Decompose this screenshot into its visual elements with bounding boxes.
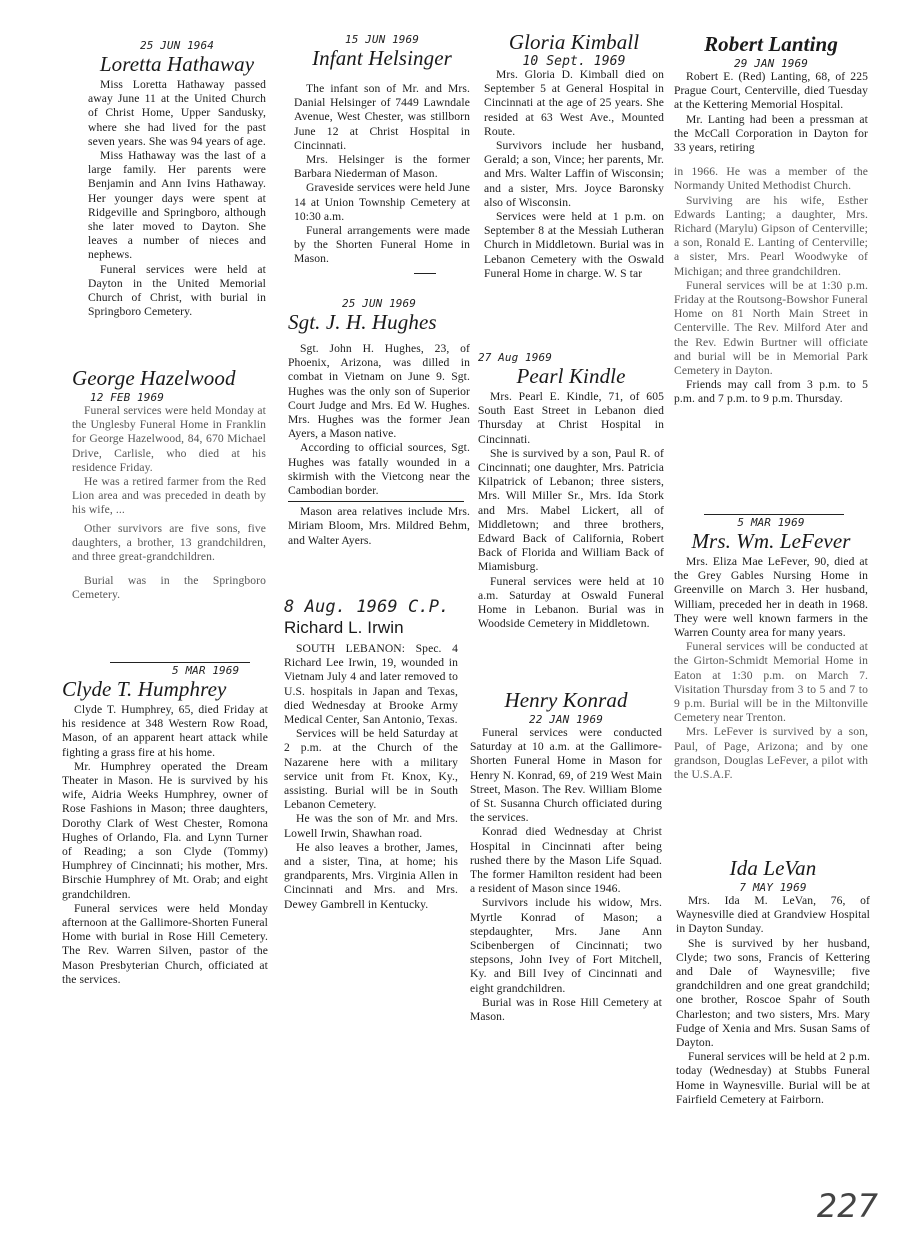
obituary-paragraph: Surviving are his wife, Esther Edwards Lanting; a daughter, Mrs. Richard (Marylu) Gipson of Centerville; a son, Ronald E. Lanting of Centerville; a sister, Mrs. Pearl Woodwyke of Michigan; and three grandchildren. (674, 193, 868, 278)
obituary-paragraph: Mason area relatives include Mrs. Miriam Bloom, Mrs. Mildred Behm, and Walter Ayers. (288, 505, 470, 547)
obituary-paragraph: Graveside services were held June 14 at Union Township Cemetery at 10:30 a.m. (294, 181, 470, 223)
obituary-name: Gloria Kimball (508, 30, 640, 54)
obituary-name: Sgt. J. H. Hughes (288, 310, 437, 334)
handwritten-date: 7 MAY 1969 (739, 881, 807, 894)
obituary-paragraph: Burial was in the Springboro Cemetery. (72, 574, 266, 602)
obituary-paragraph: He was a retired farmer from the Red Lion area and was preceded in death by his wife, ... (72, 475, 266, 517)
obituary-pearl-kindle (478, 352, 664, 631)
obituary-gloria-kimball (484, 30, 664, 281)
handwritten-date: 10 Sept. 1969 (522, 54, 626, 69)
obituary-paragraph: Mrs. LeFever is survived by a son, Paul, of Page, Arizona; and by one grandson, Douglas LeFever, a pilot with the U.S.A.F. (674, 725, 868, 782)
divider (414, 273, 436, 274)
obituary-paragraph: SOUTH LEBANON: Spec. 4 Richard Lee Irwin, 19, wounded in Vietnam July 4 and later removed to U.S. hospitals in Japan and Texas, died Wednesday at Brooke Army Medical Center, San Antonio, Texas. (284, 642, 458, 727)
obituary-paragraph: Funeral services will be conducted at the Girton-Schmidt Memorial Home in Eaton at 1:30 p.m. on March 7. Visitation Thursday from 3 to 5 and 7 to 9 p.m. Burial will be in the Miltonville Cemetery near Trenton. (674, 640, 868, 725)
obituary-paragraph: Robert E. (Red) Lanting, 68, of 225 Prague Court, Centerville, died Tuesday at the Kettering Memorial Hospital. (674, 70, 868, 112)
obituary-name: Richard L. Irwin (284, 618, 404, 637)
obituary-paragraph: He also leaves a brother, James, and a sister, Tina, at home; his grandparents, Mrs. Virginia Allen in Cincinnati and Mrs. and Mrs. Dewey Gambrell in Kentucky. (284, 840, 458, 911)
obituary-richard-irwin (284, 598, 458, 912)
handwritten-date: 15 JUN 1969 (345, 33, 419, 46)
divider (704, 514, 844, 515)
obituary-paragraph: He was the son of Mr. and Mrs. Lowell Irwin, Shawhan road. (284, 812, 458, 840)
obituary-paragraph: Funeral services were held Monday afternoon at the Gallimore-Shorten Funeral Home with burial in Rose Hill Cemetery. The Rev. Warren Silven, pastor of the Mason Presbyterian Church, officiated at the services. (62, 901, 268, 986)
obituary-paragraph: According to official sources, Sgt. Hughes was fatally wounded in a skirmish with the Vietcong near the Cambodian border. (288, 441, 470, 498)
obituary-paragraph: Funeral services were held at 10 a.m. Saturday at Oswald Funeral Home in Lebanon. Burial was in Woodside Cemetery in Middletown. (478, 574, 664, 631)
obituary-paragraph: Services will be held Saturday at 2 p.m. at the Church of the Nazarene here with a military service unit from Ft. Knox, Ky., assisting. Burial will be in South Lebanon Cemetery. (284, 727, 458, 812)
handwritten-date: 5 MAR 1969 (172, 664, 240, 677)
obituary-name: Robert Lanting (704, 32, 838, 56)
obituary-paragraph: in 1966. He was a member of the Normandy United Methodist Church. (674, 165, 868, 193)
obituary-name: Pearl Kindle (516, 364, 626, 388)
obituary-name: George Hazelwood (72, 366, 236, 390)
obituary-infant-helsinger (294, 34, 470, 274)
obituary-paragraph: Sgt. John H. Hughes, 23, of Phoenix, Arizona, was dilled in combat in Vietnam on June 9. Sgt. Hughes was the only son of Superior Court Judge and Mrs. Ed W. Hughes. Mrs. Hughes was the former Jean Ayers, a Mason native. (288, 342, 470, 441)
divider (110, 662, 250, 663)
obituary-mrs-wm-lefever (674, 512, 868, 782)
handwritten-date: 5 MAR 1969 (737, 516, 805, 529)
obituary-paragraph: Funeral arrangements were made by the Shorten Funeral Home in Mason. (294, 224, 470, 266)
page-number: 227 (816, 1187, 878, 1225)
obituary-paragraph: Funeral services will be held at 2 p.m. today (Wednesday) at Stubbs Funeral Home in Waynesville. Burial will be at Fairfield Cemetery at Fairborn. (676, 1050, 870, 1106)
handwritten-date: 29 JAN 1969 (734, 57, 808, 70)
handwritten-date: 27 Aug 1969 (478, 351, 552, 364)
obituary-paragraph: Mr. Lanting had been a pressman at the McCall Corporation in Dayton for 33 years, retiring (674, 112, 868, 155)
obituary-paragraph: Services were held at 1 p.m. on September 8 at the Messiah Lutheran Church in Middletown. Burial was in Lebanon Cemetery with the Oswald Funeral Home in charge. W. S tar (484, 210, 664, 280)
obituary-paragraph: Survivors include his widow, Mrs. Myrtle Konrad of Mason; a stepdaughter, Mrs. Jane Ann Scibenbergen of Cincinnati; two stepsons, John Ivey of Fort Mitchell, Ky. and Bill Ivey of Cincinnati and eight grandchildren. (470, 896, 662, 995)
obituary-paragraph: Miss Loretta Hathaway passed away June 11 at the United Church of Christ Home, Upper Sandusky, where she had lived for the past seven years. She was 94 years of age. (88, 78, 266, 148)
obituary-name: Mrs. Wm. LeFever (691, 529, 851, 553)
obituary-paragraph: She is survived by her husband, Clyde; two sons, Francis of Kettering and Dale of Waynesville; five grandchildren and one great grandchild; one brother, Roscoe Spahr of South Charleston; and two sisters, Mrs. Mary Fudge of Xenia and Mrs. Susan Sams of Dayton. (676, 936, 870, 1050)
obituary-loretta-hathaway (88, 40, 266, 319)
obituary-paragraph: She is survived by a son, Paul R. of Cincinnati; one daughter, Mrs. Patricia Kilpatrick of Lebanon; three sisters, Mrs. Will Miller Sr., Mrs. Ida Stork and Mrs. Mabel Lickert, all of Middletown; and three brothers, Edward Back of California, Robert Back of Florida and William Back of Miamisburg. (478, 446, 664, 574)
divider (288, 501, 464, 502)
obituary-paragraph: Funeral services were held at Dayton in the United Memorial Church of Christ, with burial in Springboro Cemetery. (88, 262, 266, 319)
obituary-paragraph: Mrs. Gloria D. Kimball died on September 5 at General Hospital in Cincinnati at the age of 25 years. She resided at 63 West Ave., Mounted Route. (484, 68, 664, 138)
obituary-paragraph: Clyde T. Humphrey, 65, died Friday at his residence at 348 Western Row Road, Mason, of an apparent heart attack while fighting a grass fire at his home. (62, 703, 268, 759)
obituary-clyde-humphrey (62, 660, 268, 987)
obituary-henry-konrad (470, 688, 662, 1024)
obituary-ida-levan (676, 856, 870, 1107)
obituary-paragraph: Other survivors are five sons, five daughters, a brother, 13 grandchildren, and three great-grandchildren. (72, 521, 266, 564)
obituary-paragraph: The infant son of Mr. and Mrs. Danial Helsinger of 7449 Lawndale Avenue, West Chester, was stillborn June 12 at Christ Hospital in Cincinnati. (294, 82, 470, 152)
obituary-paragraph: Funeral services will be at 1:30 p.m. Friday at the Routsong-Bowshor Funeral Home on 81 North Main Street in Centerville. The Rev. Milford Ater and the Rev. Edwin Burtner will officiate and burial will be in Memorial Park Cemetery in Dayton. (674, 278, 868, 378)
obituary-paragraph: Survivors include her husband, Gerald; a son, Vince; her parents, Mr. and Mrs. Walter Laffin of Wisconsin; and a sister, Mrs. Joyce Baronsky also of Wisconsin. (484, 139, 664, 209)
obituary-paragraph: Konrad died Wednesday at Christ Hospital in Cincinnati after being rushed there by the Mason Life Squad. The former Hamilton resident had been a resident of Mason since 1946. (470, 825, 662, 896)
handwritten-date: 12 FEB 1969 (90, 391, 164, 404)
obituary-name: Ida LeVan (729, 856, 817, 880)
obituary-paragraph: Mrs. Helsinger is the former Barbara Niederman of Mason. (294, 153, 470, 181)
obituary-paragraph: Mrs. Ida M. LeVan, 76, of Waynesville died at Grandview Hospital in Dayton Sunday. (676, 894, 870, 936)
obituary-paragraph: Friends may call from 3 p.m. to 5 p.m. and 7 p.m. to 9 p.m. Thursday. (674, 378, 868, 406)
obituary-name: Infant Helsinger (312, 46, 452, 70)
obituary-name: Clyde T. Humphrey (62, 677, 227, 701)
handwritten-date: 25 JUN 1964 (140, 39, 214, 52)
obituary-sgt-hughes (288, 298, 470, 548)
handwritten-date: 22 JAN 1969 (529, 713, 603, 726)
handwritten-date: 8 Aug. 1969 C.P. (284, 597, 450, 617)
obituary-george-hazelwood (72, 366, 266, 603)
obituary-paragraph: Funeral services were held Monday at the Unglesby Funeral Home in Franklin for George Hazelwood, 84, 670 Michael Drive, Carlisle, who died at his residence Friday. (72, 404, 266, 474)
obituary-paragraph: Mr. Humphrey operated the Dream Theater in Mason. He is survived by his wife, Aidria Weeks Humphrey, owner of Rose Fashions in Mason; three daughters, Dorothy Clark of West Chester, Romona Hughes of Orlando, Fla. and Lynn Turner of Reading; a son Clyde (Tommy) Humphrey of Cincinnati; his mother, Mrs. Birschie Humphrey of Mt. Orab; and eight grandchildren. (62, 759, 268, 901)
obituary-paragraph: Funeral services were conducted Saturday at 10 a.m. at the Gallimore-Shorten Funeral Home in Mason for Henry N. Konrad, 69, of 219 West Main Street, Mason. The Rev. William Blome of St. Susanna Church officiated during the services. (470, 726, 662, 825)
obituary-robert-lanting (674, 32, 868, 407)
obituary-name: Loretta Hathaway (99, 52, 255, 76)
obituary-paragraph: Mrs. Pearl E. Kindle, 71, of 605 South East Street in Lebanon died Thursday at Christ Hospital in Cincinnati. (478, 390, 664, 446)
obituary-paragraph: Miss Hathaway was the last of a large family. Her parents were Benjamin and Ann Ivins Hathaway. Her younger days were spent at Ridgeville and Springboro, although she later moved to Dayton. She leaves a number of nieces and nephews. (88, 149, 266, 262)
obituary-paragraph: Mrs. Eliza Mae LeFever, 90, died at the Grey Gables Nursing Home in Greenville on March 3. Her husband, William, preceded her in death in 1968. They were well known farmers in the Warren County area for many years. (674, 555, 868, 640)
handwritten-date: 25 JUN 1969 (342, 297, 416, 310)
obituary-paragraph: Burial was in Rose Hill Cemetery at Mason. (470, 995, 662, 1024)
obituary-name: Henry Konrad (504, 688, 628, 712)
